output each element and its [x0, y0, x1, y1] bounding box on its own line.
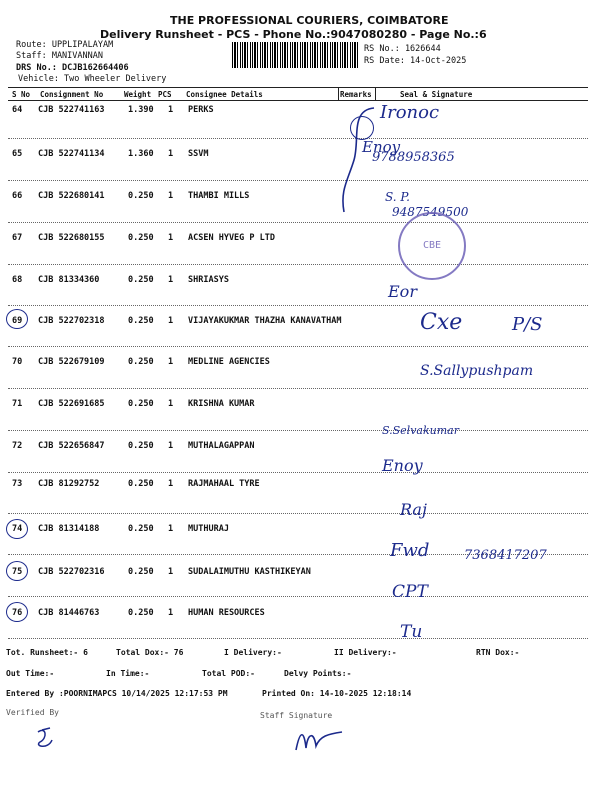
consignee: RAJMAHAAL TYRE — [188, 479, 260, 489]
consignee: SHRIASYS — [188, 275, 229, 285]
pcs: 1 — [168, 399, 174, 409]
sno: 72 — [12, 441, 23, 451]
barcode — [232, 42, 360, 68]
weight: 0.250 — [128, 316, 154, 326]
consignment-no: CJB 522702318 — [38, 316, 105, 326]
drs-number: DRS No.: DCJB162664406 — [16, 63, 129, 73]
table-row — [0, 270, 600, 290]
sig-ssvm: Enoy — [362, 138, 401, 156]
consignment-no: CJB 81292752 — [38, 479, 100, 489]
pcs: 1 — [168, 105, 174, 115]
delvy-points: Delvy Points:- — [284, 669, 352, 678]
sno: 69 — [12, 316, 23, 326]
vehicle-label: Vehicle: Two Wheeler Delivery — [18, 74, 167, 84]
col-sno: S No — [12, 90, 31, 99]
consignment-no: CJB 522691685 — [38, 399, 105, 409]
table-row — [0, 436, 600, 456]
consignee: SSVM — [188, 149, 209, 159]
consignment-no: CJB 522680141 — [38, 191, 105, 201]
rs-date: RS Date: 14-Oct-2025 — [364, 56, 467, 66]
table-row — [0, 519, 600, 539]
weight: 0.250 — [128, 191, 154, 201]
consignment-no: CJB 81446763 — [38, 608, 100, 618]
pcs: 1 — [168, 524, 174, 534]
sig-muthalagappan: Enoy — [382, 456, 423, 475]
sno: 65 — [12, 149, 23, 159]
circle-mark-75 — [6, 561, 28, 581]
sig-krishna: S.Selvakumar — [382, 424, 459, 437]
consignment-no: CJB 522680155 — [38, 233, 105, 243]
weight: 1.360 — [128, 149, 154, 159]
verified-by-label: Verified By — [6, 708, 59, 717]
sno: 73 — [12, 479, 23, 489]
pcs: 1 — [168, 567, 174, 577]
pcs: 1 — [168, 233, 174, 243]
sig-shriasys: Eor — [388, 282, 417, 301]
verifier-signature — [28, 724, 68, 754]
rs-number: RS No.: 1626644 — [364, 44, 441, 54]
col-remarks: Remarks — [340, 90, 372, 99]
consignment-no: CJB 522656847 — [38, 441, 105, 451]
total-pod: Total POD:- — [202, 669, 255, 678]
ii-delivery: II Delivery:- — [334, 648, 397, 657]
table-row — [0, 186, 600, 206]
weight: 0.250 — [128, 567, 154, 577]
col-consignment: Consignment No — [40, 90, 104, 99]
consignment-no: CJB 522702316 — [38, 567, 105, 577]
sig-sudalaimuthu: CPT — [392, 582, 428, 602]
pcs: 1 — [168, 357, 174, 367]
consignment-no: CJB 522741163 — [38, 105, 105, 115]
rtn-dox: RTN Dox:- — [476, 648, 520, 657]
consignee: MEDLINE AGENCIES — [188, 357, 270, 367]
weight: 1.390 — [128, 105, 154, 115]
weight: 0.250 — [128, 608, 154, 618]
sig-perks: Ironoc — [380, 102, 440, 123]
sno: 75 — [12, 567, 23, 577]
consignee: PERKS — [188, 105, 214, 115]
circle-mark-74 — [6, 519, 28, 539]
consignee: KRISHNA KUMAR — [188, 399, 255, 409]
sig-medline: S.Sallypushpam — [420, 363, 534, 379]
table-row — [0, 474, 600, 494]
sno: 66 — [12, 191, 23, 201]
sno: 64 — [12, 105, 23, 115]
circle-mark-76 — [6, 602, 28, 622]
pcs: 1 — [168, 441, 174, 451]
sig-thambi: S. P. — [385, 190, 410, 204]
consignee: HUMAN RESOURCES — [188, 608, 265, 618]
weight: 0.250 — [128, 479, 154, 489]
staff-signature — [292, 720, 352, 756]
table-row — [0, 562, 600, 582]
pcs: 1 — [168, 275, 174, 285]
total-dox: Total Dox:- 76 — [116, 648, 184, 657]
table-row — [0, 228, 600, 248]
sno: 76 — [12, 608, 23, 618]
pcs: 1 — [168, 608, 174, 618]
weight: 0.250 — [128, 524, 154, 534]
sig-human-resources: Tu — [400, 622, 423, 642]
office-stamp: CBE — [398, 212, 466, 280]
sno: 71 — [12, 399, 23, 409]
consignee: MUTHALAGAPPAN — [188, 441, 255, 451]
staff-label: Staff: MANIVANNAN — [16, 51, 103, 61]
runsheet-subtitle: Delivery Runsheet - PCS - Phone No.:9047080280 - Page No.:6 — [100, 28, 487, 41]
weight: 0.250 — [128, 357, 154, 367]
weight: 0.250 — [128, 233, 154, 243]
consignee: VIJAYAKUKMAR THAZHA KANAVATHAM — [188, 316, 342, 326]
sno: 70 — [12, 357, 23, 367]
table-row — [0, 100, 600, 120]
entered-by: Entered By :POORNIMAPCS 10/14/2025 12:17:53 PM — [6, 689, 228, 698]
consignment-no: CJB 522679109 — [38, 357, 105, 367]
table-row — [0, 394, 600, 414]
out-time: Out Time:- — [6, 669, 55, 678]
in-time: In Time:- — [106, 669, 150, 678]
route-label: Route: UPPLIPALAYAM — [16, 40, 114, 50]
consignee: ACSEN HYVEG P LTD — [188, 233, 275, 243]
staff-signature-label: Staff Signature — [260, 711, 333, 720]
col-seal-signature: Seal & Signature — [400, 90, 473, 99]
sig-muthuraj-phone: 7368417207 — [464, 548, 547, 563]
pcs: 1 — [168, 191, 174, 201]
sno: 67 — [12, 233, 23, 243]
consignee: THAMBI MILLS — [188, 191, 250, 201]
consignee: MUTHURAJ — [188, 524, 229, 534]
sig-muthuraj: Fwd — [390, 540, 430, 561]
consignment-no: CJB 522741134 — [38, 149, 105, 159]
col-consignee: Consignee Details — [186, 90, 263, 99]
consignee: SUDALAIMUTHU KASTHIKEYAN — [188, 567, 311, 577]
printed-on: Printed On: 14-10-2025 12:18:14 — [262, 689, 412, 698]
pcs: 1 — [168, 149, 174, 159]
sig-rajmahaal: Raj — [400, 500, 427, 519]
total-runsheet: Tot. Runsheet:- 6 — [6, 648, 88, 657]
table-row — [0, 603, 600, 623]
pcs: 1 — [168, 479, 174, 489]
sno: 74 — [12, 524, 23, 534]
sno: 68 — [12, 275, 23, 285]
consignment-no: CJB 81314188 — [38, 524, 100, 534]
sig-vijayakumar: Cxe — [420, 310, 463, 335]
weight: 0.250 — [128, 275, 154, 285]
sig-vijayakumar-note: P/S — [512, 314, 543, 335]
table-row — [0, 311, 600, 331]
col-weight: Weight — [124, 90, 152, 99]
table-row — [0, 144, 600, 164]
col-pcs: PCS — [158, 90, 172, 99]
sig-thambi-phone: 9487549500 — [392, 205, 469, 219]
weight: 0.250 — [128, 441, 154, 451]
consignment-no: CJB 81334360 — [38, 275, 100, 285]
circle-mark-69 — [6, 309, 28, 329]
i-delivery: I Delivery:- — [224, 648, 282, 657]
pcs: 1 — [168, 316, 174, 326]
weight: 0.250 — [128, 399, 154, 409]
sig-ssvm-phone: 9788958365 — [372, 150, 455, 165]
company-title: THE PROFESSIONAL COURIERS, COIMBATORE — [170, 14, 449, 27]
